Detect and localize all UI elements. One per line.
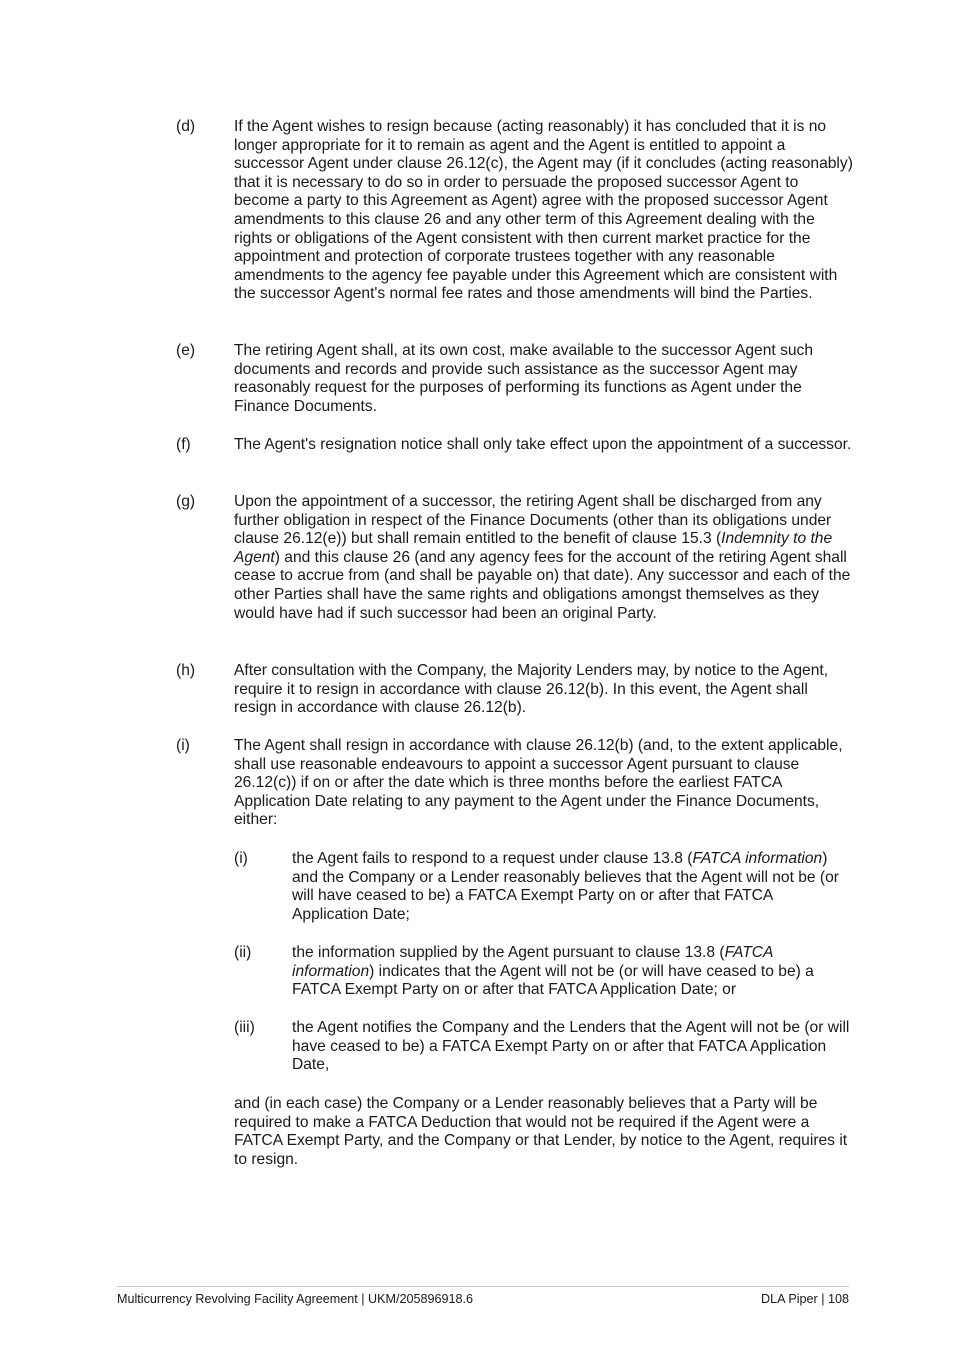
paragraph-label: (h) — [176, 662, 196, 679]
paragraph-label: (d) — [176, 118, 196, 135]
paragraph-text: Upon the appointment of a successor, the retiring Agent shall be discharged from any further obligation in respect of the Finance Documents (other than its obligations under clause 26.12(e)) but shall remain entitled to the benefit of clause 15.3 (Indemnity to the Agent) and this clause 26 (and any agency fees for the account of the retiring Agent shall cease to accrue from (and shall be payable on) that date). Any successor and each of the other Parties shall have the same rights and obligations amongst themselves as they would have had if such successor had been an original Party. — [234, 493, 851, 622]
subparagraph-label: (i) — [234, 850, 248, 867]
paragraph-label: (g) — [176, 493, 196, 510]
paragraph-text: If the Agent wishes to resign because (acting reasonably) it has concluded that it is no longer appropriate for it to remain as agent and the Agent is entitled to appoint a successor Agent under clause 26.12(c), the Agent may (if it concludes (acting reasonably) that it is necessary to do so in order to persuade the proposed successor Agent to become a party to this Agreement as Agent) agree with the proposed successor Agent amendments to this clause 26 and any other term of this Agreement dealing with the rights or obligations of the Agent consistent with then current market practice for the appointment and protection of corporate trustees together with any reasonable amendments to the agency fee payable under this Agreement which are consistent with the successor Agent's normal fee rates and those amendments will bind the Parties. — [234, 118, 853, 303]
subparagraph-label: (iii) — [234, 1019, 255, 1036]
subparagraph-text: the Agent fails to respond to a request under clause 13.8 (FATCA information) and the Company or a Lender reasonably believes that the Agent will not be (or will have ceased to be) a FATCA Exempt Party on or after that FATCA Application Date; — [292, 850, 839, 923]
subparagraph-text: the Agent notifies the Company and the Lenders that the Agent will not be (or will have ceased to be) a FATCA Exempt Party on or after that FATCA Application Date, — [292, 1019, 850, 1074]
subparagraph-text: the information supplied by the Agent pursuant to clause 13.8 (FATCA information) indicates that the Agent will not be (or will have ceased to be) a FATCA Exempt Party on or after that FATCA Application Date; or — [292, 944, 814, 999]
clause-title: Indemnity to the Agent — [234, 530, 833, 566]
paragraph-text: The Agent's resignation notice shall only take effect upon the appointment of a successor. — [234, 436, 852, 453]
subparagraph-label: (ii) — [234, 944, 252, 961]
footer-document-reference: Multicurrency Revolving Facility Agreement | UKM/205896918.6 — [117, 1292, 474, 1306]
paragraph-text: After consultation with the Company, the Majority Lenders may, by notice to the Agent, require it to resign in accordance with clause 26.12(b). In this event, the Agent shall resign in accordance with clause 26.12(b). — [234, 662, 829, 717]
clause-title: FATCA information — [292, 944, 773, 980]
paragraph-text: The Agent shall resign in accordance with clause 26.12(b) (and, to the extent applicable, shall use reasonable endeavours to appoint a successor Agent pursuant to clause 26.12(c)) if on or after the date which is three months before the earliest FATCA Application Date relating to any payment to the Agent under the Finance Documents, either: — [234, 737, 843, 829]
footer-divider — [117, 1286, 849, 1287]
paragraph-text: The retiring Agent shall, at its own cost, make available to the successor Agent such documents and records and provide such assistance as the successor Agent may reasonably request for the purposes of performing its functions as Agent under the Finance Documents. — [234, 342, 814, 415]
footer-page-number: DLA Piper | 108 — [761, 1292, 849, 1306]
closing-text: and (in each case) the Company or a Lender reasonably believes that a Party will be required to make a FATCA Deduction that would not be required if the Agent were a FATCA Exempt Party, and the Company or that Lender, by notice to the Agent, requires it to resign. — [234, 1095, 848, 1168]
clause-title: FATCA information — [692, 850, 823, 867]
paragraph-label: (i) — [176, 737, 190, 754]
paragraph-label: (f) — [176, 436, 191, 453]
paragraph-label: (e) — [176, 342, 196, 359]
